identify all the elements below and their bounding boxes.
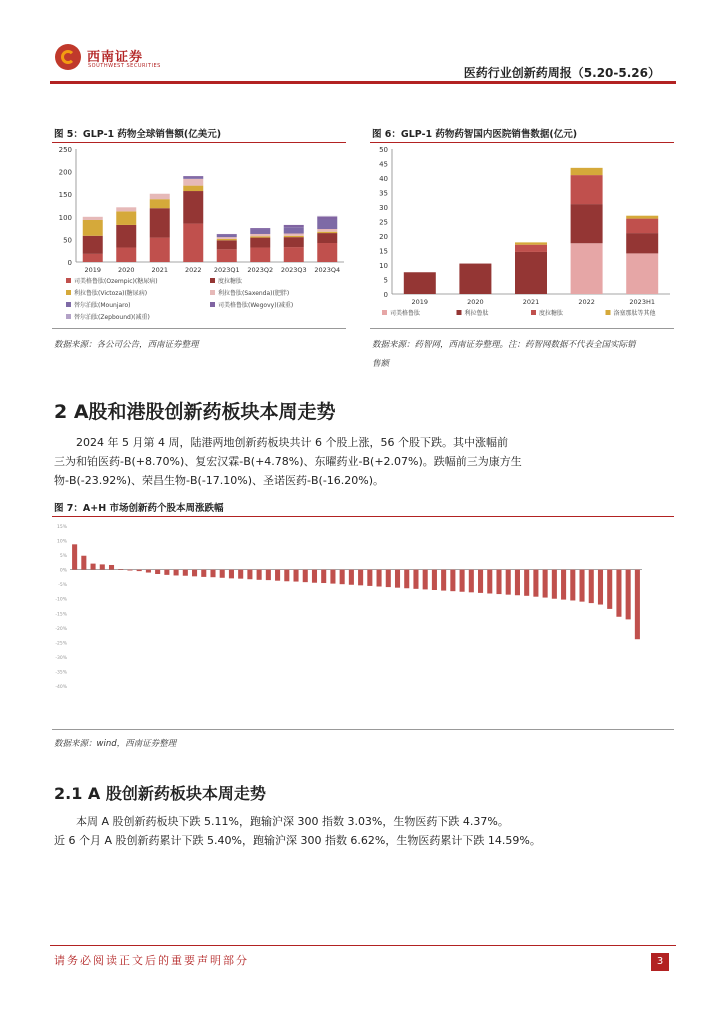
bar-segment [250, 229, 270, 234]
bar-segment [317, 233, 337, 243]
bar-segment [571, 243, 603, 294]
bar [312, 570, 317, 583]
figure5-chart [52, 143, 346, 325]
y-tick-label: 5% [59, 554, 67, 560]
bar-segment [317, 217, 337, 220]
bar-segment [626, 216, 658, 219]
bar [303, 570, 308, 583]
bar [616, 570, 621, 617]
bar-segment [515, 245, 547, 252]
figure5-bottom-rule [52, 328, 346, 329]
bar [432, 570, 437, 590]
y-tick-label: -10% [55, 597, 67, 603]
y-tick-label: 0 [67, 259, 72, 267]
y-tick-label: 45 [379, 160, 388, 169]
figure7-bottom-rule [52, 729, 674, 730]
bar-segment [116, 207, 136, 211]
bar [561, 570, 566, 600]
section21-para-line2: 近 6 个月 A 股创新药累计下跌 5.40%，跑输沪深 300 指数 6.62%，生物医药累计下跌 14.59%。 [54, 834, 541, 847]
bar [349, 570, 354, 585]
section2-para-line2: 三为和铂医药-B(+8.70%)、复宏汉霖-B(+4.78%)、东曜药业-B(+2.07%)。跌幅前三为康方生 [54, 455, 522, 468]
bar-segment [317, 216, 337, 217]
bar [127, 570, 132, 571]
bar-segment [83, 217, 103, 220]
bar-segment [83, 254, 103, 262]
legend-swatch [66, 302, 71, 307]
bar-segment [183, 177, 203, 179]
legend-label: 司美格鲁肽 [390, 310, 421, 317]
page-number: 3 [651, 953, 669, 971]
bar [386, 570, 391, 587]
bar-segment [116, 248, 136, 262]
y-tick-label: 50 [379, 146, 388, 154]
bar [192, 570, 197, 577]
bar [515, 570, 520, 596]
y-tick-label: 30 [379, 204, 388, 212]
legend-label: 司美格鲁肽(Ozempic)(糖尿病) [74, 278, 158, 285]
legend-swatch [531, 310, 536, 315]
bar [330, 570, 335, 584]
bar-segment [250, 228, 270, 229]
bar [533, 570, 538, 597]
x-tick-label: 2021 [522, 298, 540, 306]
bar [284, 570, 289, 582]
bar-segment [626, 253, 658, 294]
bar [275, 570, 280, 581]
bar [118, 569, 123, 570]
y-tick-label: 200 [58, 168, 72, 177]
y-tick-label: 100 [58, 213, 72, 222]
bar [543, 570, 548, 598]
section21-para-line1: 本周 A 股创新药板块下跌 5.11%，跑输沪深 300 指数 3.03%，生物医药下跌 4.37%。 [76, 815, 509, 828]
section2-para-line3: 物-B(-23.92%)、荣昌生物-B(-17.10%)、圣诺医药-B(-16.20%)。 [54, 474, 385, 487]
bar [450, 570, 455, 592]
bar-segment [404, 272, 436, 294]
legend-label: 替尔泊肽(Zepbound)(减重) [74, 314, 150, 321]
bar-segment [183, 176, 203, 177]
bar-segment [317, 229, 337, 232]
bar-segment [217, 249, 237, 262]
bar [340, 570, 345, 585]
bar-segment [515, 252, 547, 294]
bar-segment [284, 225, 304, 227]
bar [72, 544, 77, 569]
figure6-source-line1: 数据来源：药智网，西南证券整理。注：药智网数据不代表全国实际销 [372, 340, 636, 350]
bar [220, 570, 225, 578]
report-title: 医药行业创新药周报（5.20-5.26） [463, 66, 660, 80]
y-tick-label: 50 [63, 236, 72, 245]
bar-segment [250, 234, 270, 236]
y-tick-label: 15 [379, 247, 388, 256]
y-tick-label: -40% [55, 685, 67, 690]
bar-segment [626, 233, 658, 253]
legend-label: 洛塞那肽等其他 [613, 310, 656, 317]
legend-label: 度拉糖肽 [218, 278, 243, 285]
x-tick-label: 2022 [578, 298, 595, 306]
header-rule [50, 81, 676, 84]
bar [598, 570, 603, 605]
bar [589, 570, 594, 603]
legend-swatch [382, 310, 387, 315]
footer-disclaimer: 请务必阅读正文后的重要声明部分 [54, 954, 249, 967]
y-tick-label: 25 [379, 218, 388, 227]
x-tick-label: 2020 [467, 298, 484, 306]
bar-segment [217, 240, 237, 249]
bar [293, 570, 298, 582]
x-tick-label: 2022 [184, 266, 202, 274]
section-heading: 2 A股和港股创新药板块本周走势 [54, 401, 336, 423]
bar-segment [571, 204, 603, 243]
figure6-bottom-rule [370, 328, 674, 329]
bar [570, 570, 575, 601]
bar-segment [571, 175, 603, 204]
bar-segment [217, 234, 237, 235]
bar-segment [150, 208, 170, 237]
x-tick-label: 2023Q4 [314, 266, 341, 274]
bar [367, 570, 372, 586]
bar [423, 570, 428, 590]
logo-subtext: SOUTHWEST SECURITIES [88, 63, 161, 69]
bar [109, 565, 114, 570]
bar [266, 570, 271, 580]
x-tick-label: 2023Q2 [247, 266, 274, 274]
y-tick-label: -25% [55, 641, 67, 647]
y-tick-label: 20 [379, 233, 388, 241]
bar-segment [571, 168, 603, 175]
y-tick-label: 5 [383, 276, 388, 285]
bar [395, 570, 400, 588]
bar [155, 570, 160, 574]
bar [100, 564, 105, 569]
bar-segment [150, 199, 170, 208]
bar [257, 570, 262, 580]
bar [635, 570, 640, 640]
x-tick-label: 2023Q3 [280, 266, 307, 274]
bar-segment [150, 238, 170, 262]
bar [487, 570, 492, 594]
figure7-source: 数据来源：wind，西南证券整理 [54, 739, 177, 749]
bar-segment [150, 194, 170, 199]
bar-segment [217, 237, 237, 239]
figure6-caption: 图 6：GLP-1 药物药智国内医院销售数据(亿元) [372, 129, 578, 140]
legend-swatch [66, 290, 71, 295]
bar-segment [284, 236, 304, 237]
legend-swatch [66, 278, 71, 283]
bar [201, 570, 206, 577]
figure7-chart [52, 518, 674, 726]
bar-segment [183, 191, 203, 224]
bar-segment [83, 220, 103, 236]
legend-swatch [606, 310, 611, 315]
bar-segment [116, 211, 136, 225]
bar [478, 570, 483, 593]
bar [524, 570, 529, 596]
logo-swirl-icon [61, 50, 75, 64]
bar [146, 570, 151, 573]
y-tick-label: 0 [383, 291, 388, 299]
figure6-chart [370, 143, 674, 325]
bar-segment [317, 232, 337, 233]
x-tick-label: 2019 [411, 298, 429, 306]
y-tick-label: -30% [55, 655, 67, 661]
y-tick-label: 10 [379, 262, 388, 270]
bar [626, 570, 631, 620]
legend-swatch [210, 302, 215, 307]
bar-segment [284, 227, 304, 233]
legend-swatch [210, 290, 215, 295]
bar [377, 570, 382, 587]
bar-segment [459, 264, 491, 294]
legend-swatch [66, 314, 71, 319]
bar [579, 570, 584, 602]
bar-segment [317, 220, 337, 229]
bar-segment [217, 239, 237, 240]
bar-segment [217, 235, 237, 237]
y-tick-label: 250 [58, 146, 72, 154]
figure6-source-line2: 售额 [372, 359, 390, 369]
x-tick-label: 2021 [151, 266, 169, 274]
bar [164, 570, 169, 575]
bar-segment [626, 219, 658, 234]
bar [174, 570, 179, 576]
bar [321, 570, 326, 583]
bar [413, 570, 418, 589]
bar-segment [183, 179, 203, 186]
bar [469, 570, 474, 593]
bar [552, 570, 557, 599]
bar [183, 570, 188, 576]
bar-segment [515, 242, 547, 244]
bar-segment [183, 186, 203, 191]
section2-para-line1: 2024 年 5 月第 4 周，陆港两地创新药板块共计 6 个股上涨，56 个股下跌。其中涨幅前 [76, 436, 508, 449]
bar-segment [250, 238, 270, 248]
legend-label: 利拉鲁肽 [464, 310, 489, 317]
y-tick-label: 40 [379, 175, 388, 183]
bar [137, 570, 142, 571]
bar [441, 570, 446, 591]
figure7-top-rule [52, 516, 674, 517]
figure5-source: 数据来源：各公司公告，西南证券整理 [54, 340, 199, 350]
y-tick-label: -35% [55, 670, 67, 676]
y-tick-label: 15% [56, 525, 67, 530]
bar [210, 570, 215, 578]
legend-label: 度拉糖肽 [539, 310, 564, 317]
logo-text: 西南证券 [87, 50, 144, 65]
x-tick-label: 2020 [117, 266, 135, 274]
legend-swatch [457, 310, 462, 315]
bar [238, 570, 243, 579]
y-tick-label: -20% [55, 626, 67, 632]
bar [506, 570, 511, 595]
legend-label: 利拉鲁肽(Victoza)(糖尿病) [74, 290, 148, 297]
bar [81, 556, 86, 570]
bar-segment [284, 234, 304, 236]
bar-segment [183, 224, 203, 262]
bar-segment [317, 243, 337, 262]
legend-label: 替尔泊肽(Mounjaro) [74, 302, 131, 309]
bar-segment [284, 237, 304, 247]
bar [247, 570, 252, 580]
x-tick-label: 2023Q1 [213, 266, 240, 274]
y-tick-label: 10% [56, 539, 67, 545]
y-tick-label: -5% [58, 583, 67, 589]
x-tick-label: 2019 [84, 266, 102, 274]
y-tick-label: 35 [379, 189, 388, 198]
y-tick-label: 150 [58, 191, 72, 200]
bar-segment [83, 236, 103, 254]
bar-segment [250, 236, 270, 237]
y-tick-label: -15% [55, 612, 67, 618]
bar [404, 570, 409, 589]
legend-label: 司美格鲁肽(Wegovy)(减重) [218, 302, 294, 309]
figure5-caption: 图 5：GLP-1 药物全球销售额(亿美元) [54, 129, 222, 140]
x-tick-label: 2023H1 [629, 298, 655, 306]
y-tick-label: 0% [59, 568, 67, 574]
bar [496, 570, 501, 594]
bar [460, 570, 465, 592]
bar [91, 564, 96, 570]
footer-rule [50, 945, 676, 946]
bar [358, 570, 363, 586]
legend-swatch [210, 278, 215, 283]
bar-segment [284, 247, 304, 262]
bar [607, 570, 612, 609]
bar [229, 570, 234, 579]
bar-segment [250, 248, 270, 262]
bar-segment [116, 225, 136, 248]
subsection-heading: 2.1 A 股创新药板块本周走势 [54, 784, 266, 803]
legend-label: 利拉鲁肽(Saxenda)(肥胖) [218, 290, 290, 297]
figure7-caption: 图 7：A+H 市场创新药个股本周涨跌幅 [54, 503, 224, 514]
